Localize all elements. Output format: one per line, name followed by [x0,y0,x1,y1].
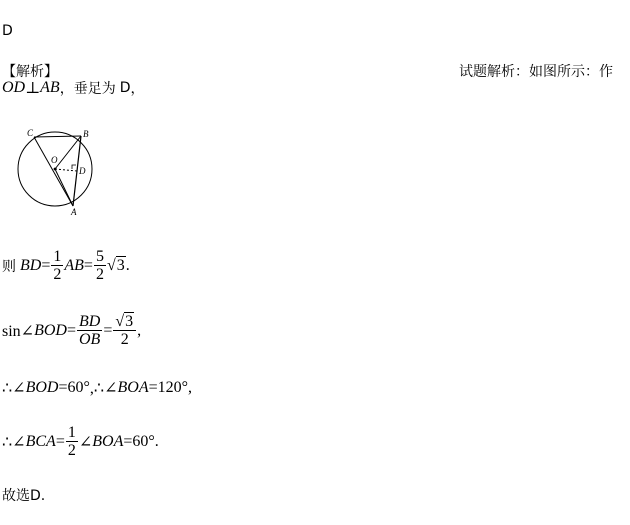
comma: ， [130,81,145,97]
numerator: 5 [95,248,104,265]
center-point [54,168,57,171]
equals: = [83,256,93,274]
equation-bd [2,248,130,283]
segment-ab: AB [40,79,60,96]
chord-ca [34,137,73,206]
label-a: A [71,207,77,217]
comma: , [188,379,193,396]
angle-bod: BOD [34,321,67,339]
angle-boa: BOA [92,432,124,450]
angle-boa: BOA [117,379,149,396]
intro-right-text: 试题解析：如图所示：作 [459,64,613,80]
fraction-sqrt3-half [113,313,136,348]
equals: = [41,256,51,274]
section-label: 【解析】 [2,64,58,80]
radicand: 3 [125,313,134,330]
denominator: 2 [67,442,76,459]
angle-symbol: ∠ [78,433,93,451]
comma: , [137,321,142,339]
prefix-text: 则 [2,258,16,275]
denominator: 2 [53,266,62,283]
denominator: OB [79,331,101,348]
equals: = [103,321,113,339]
radical-sign: √ [106,256,116,274]
radius-ob [55,136,81,169]
point-d-label: D [119,80,131,96]
label-b: B [83,129,89,139]
label-c: C [27,128,34,138]
period: . [125,256,130,274]
segment-bd: BD [20,256,42,274]
segment-od: OD [2,79,26,96]
sin-angle: sin∠ [2,322,35,340]
value-60: =60° [58,379,90,396]
equation-bca [2,424,159,459]
fraction-half [66,424,78,459]
intro-line-2 [2,78,144,98]
radical-sign: √ [115,313,125,330]
equation-sin [2,313,141,348]
equation-angles [2,378,192,398]
foot-text: ，垂足为 [59,81,116,97]
numerator: BD [79,313,101,330]
value-60: =60°. [123,432,159,450]
angle-bca: BCA [25,432,56,450]
therefore-angle: ∴∠ [2,380,26,397]
label-d: D [79,166,86,176]
fraction-half [51,248,63,283]
angle-bod: BOD [25,379,59,396]
denominator: 2 [95,266,104,283]
fraction-five-halves [94,248,106,283]
value-120: =120° [148,379,189,396]
radius-oa [55,169,73,206]
separator: ,∴∠ [89,380,118,397]
equals: = [66,321,76,339]
denominator: 2 [120,331,129,348]
radicand: 3 [116,257,125,274]
circle-diagram [10,125,100,217]
numerator: 1 [67,424,76,441]
right-angle-mark [72,165,76,169]
fraction-bd-ob [77,313,102,348]
segment-od-dashed [55,169,77,171]
perp-symbol: ⊥ [25,80,41,97]
therefore-angle: ∴∠ [2,433,26,451]
label-o: O [51,155,58,165]
numerator: 1 [53,248,62,265]
conclusion: 故选D. [2,488,46,504]
equals: = [55,432,65,450]
numerator [113,313,136,331]
segment-ab: AB [64,256,84,274]
answer-letter: D [2,23,13,39]
